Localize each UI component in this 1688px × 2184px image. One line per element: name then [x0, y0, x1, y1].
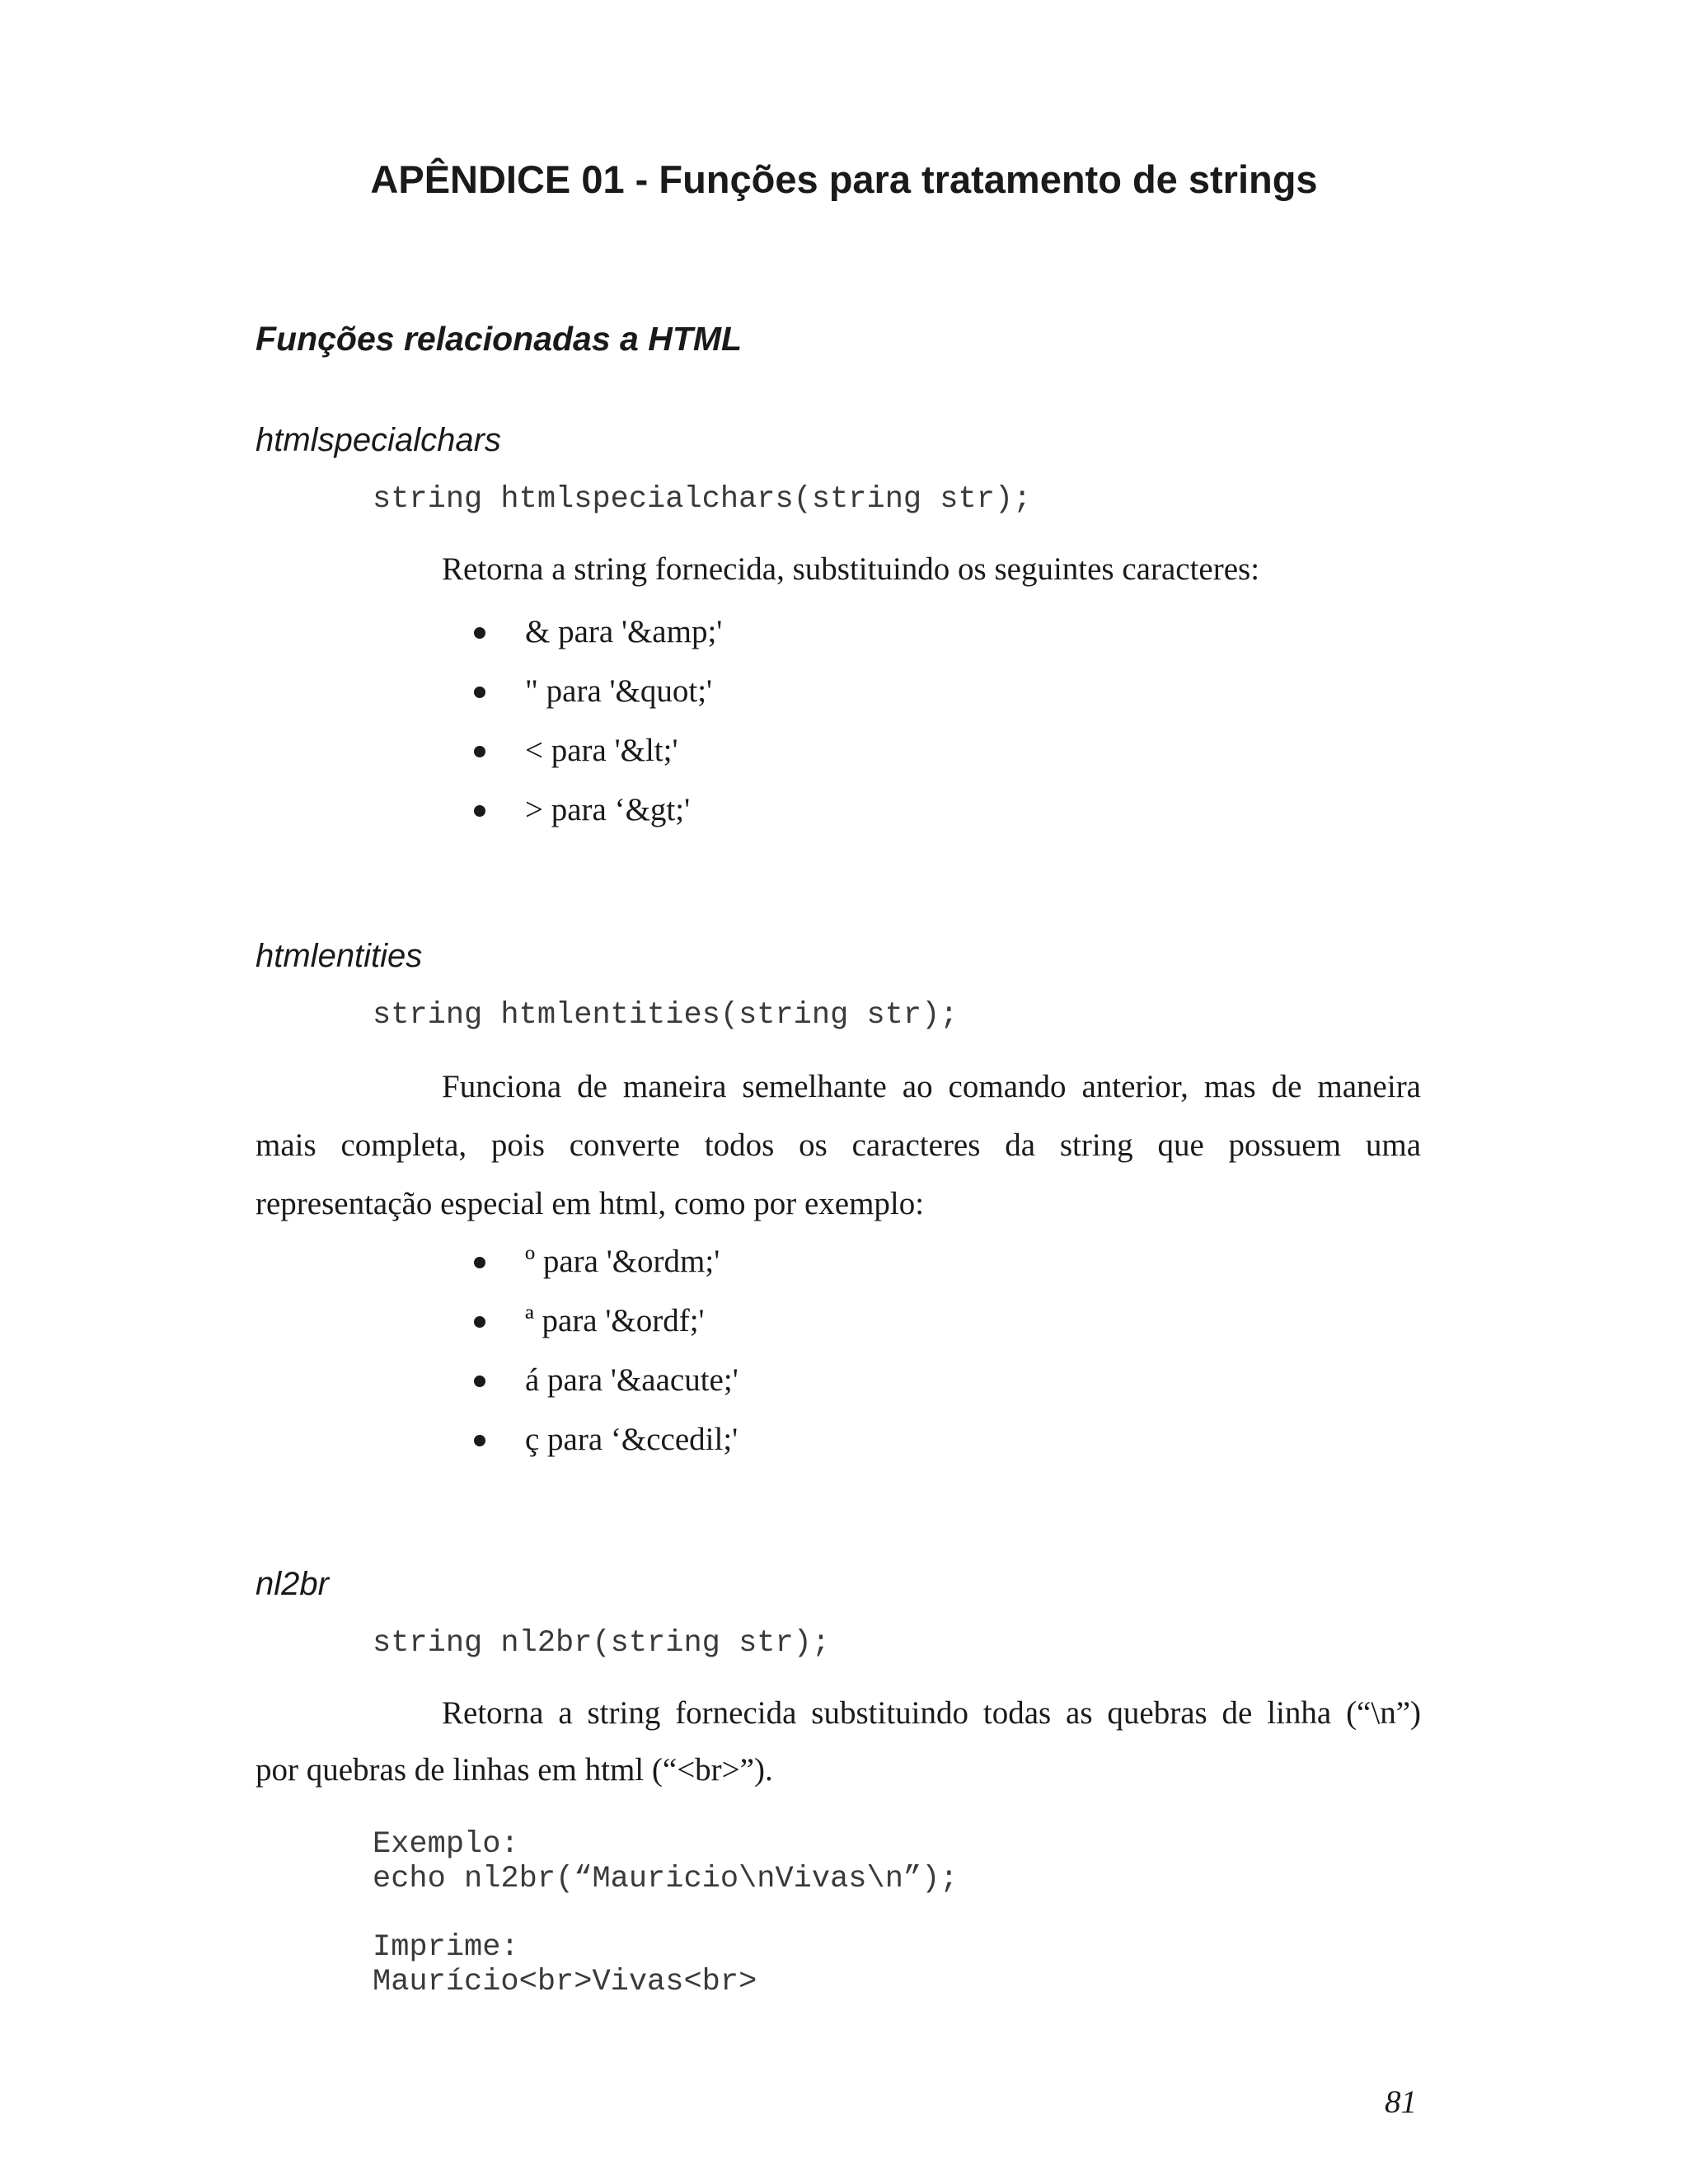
example-output-label: Imprime: — [373, 1930, 519, 1965]
replacement-list-htmlspecialchars — [474, 602, 722, 840]
example-code: echo nl2br(“Mauricio\nVivas\n”); — [373, 1862, 959, 1896]
bullet-icon — [474, 1376, 485, 1387]
function-description-htmlentities-line-1: Funciona de maneira semelhante ao comando anterior, mas de maneira — [442, 1069, 1421, 1104]
bullet-icon — [474, 1435, 485, 1446]
bullet-icon — [474, 627, 485, 639]
function-signature-htmlentities: string htmlentities(string str); — [373, 998, 959, 1033]
example-list-htmlentities — [474, 1232, 738, 1469]
function-name-htmlentities: htmlentities — [256, 938, 423, 974]
list-item: & para '&amp;' — [474, 602, 722, 662]
bullet-icon — [474, 1257, 485, 1268]
example-output: Maurício<br>Vivas<br> — [373, 1965, 757, 1999]
page-title: APÊNDICE 01 - Funções para tratamento de strings — [370, 157, 1318, 201]
list-item: < para '&lt;' — [474, 721, 722, 780]
function-description-nl2br-line-2: por quebras de linhas em html (“<br>”). — [256, 1752, 773, 1788]
list-item: > para ‘&gt;' — [474, 780, 722, 840]
function-name-nl2br: nl2br — [256, 1566, 329, 1602]
function-name-htmlspecialchars: htmlspecialchars — [256, 422, 501, 458]
list-item: º para '&ordm;' — [474, 1232, 738, 1291]
bullet-icon — [474, 805, 485, 817]
bullet-icon — [474, 687, 485, 698]
page-number: 81 — [1385, 2084, 1417, 2120]
function-description-htmlspecialchars: Retorna a string fornecida, substituindo os seguintes caracteres: — [442, 551, 1260, 587]
function-description-htmlentities-line-3: representação especial em html, como por exemplo: — [256, 1186, 925, 1221]
example-label: Exemplo: — [373, 1827, 519, 1862]
list-item: á para '&aacute;' — [474, 1351, 738, 1410]
function-signature-nl2br: string nl2br(string str); — [373, 1626, 831, 1661]
function-description-htmlentities-line-2: mais completa, pois converte todos os caracteres da string que possuem uma — [256, 1127, 1421, 1163]
bullet-icon — [474, 746, 485, 757]
section-title: Funções relacionadas a HTML — [256, 320, 743, 358]
function-signature-htmlspecialchars: string htmlspecialchars(string str); — [373, 482, 1032, 517]
list-item: " para '&quot;' — [474, 662, 722, 721]
function-description-nl2br-line-1: Retorna a string fornecida substituindo todas as quebras de linha (“\n”) — [442, 1695, 1421, 1731]
list-item: ç para ‘&ccedil;' — [474, 1410, 738, 1469]
bullet-icon — [474, 1316, 485, 1328]
list-item: ª para '&ordf;' — [474, 1291, 738, 1351]
